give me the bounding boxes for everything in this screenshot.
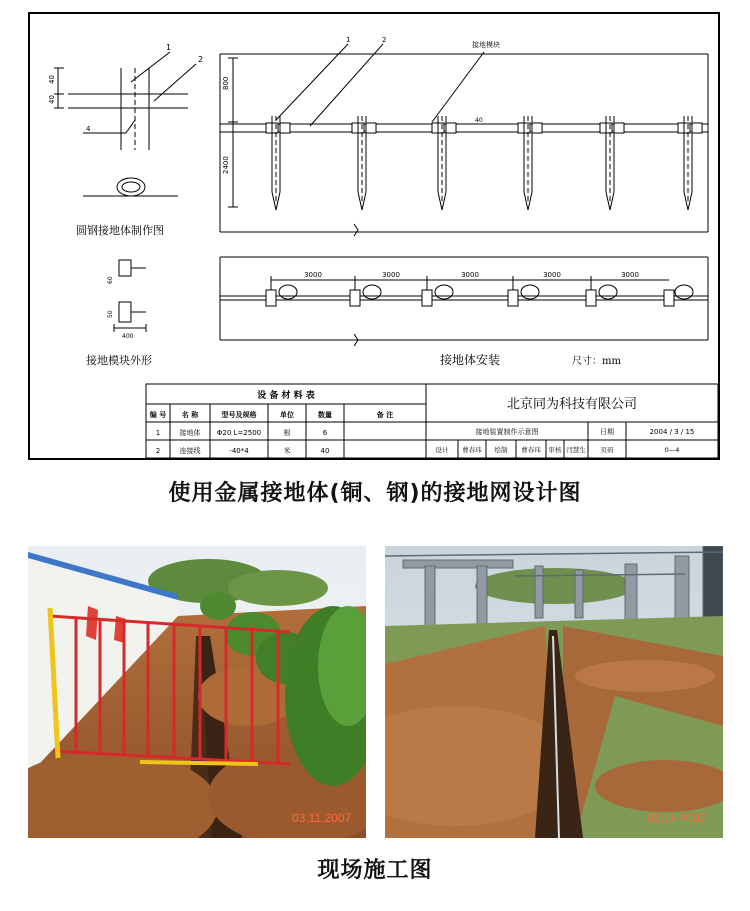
installation-title: 接地体安装 (440, 353, 501, 367)
materials-cell: 连接线 (179, 447, 201, 455)
right-photo-timestamp: 03.11.2007 (647, 811, 707, 825)
materials-cell: 米 (283, 447, 291, 455)
materials-header-cell: 单位 (280, 411, 294, 419)
plan-spacing-label: 3000 (621, 271, 639, 279)
drawing-name: 接地装置制作示意图 (475, 428, 539, 436)
materials-cell: 1 (155, 429, 161, 437)
drawing-svg (28, 12, 720, 462)
sign-cell: 曹春玮 (462, 446, 482, 454)
sign-cell: 审核 (548, 446, 562, 454)
sign-cell: 页码 (600, 446, 614, 454)
site-caption: 现场施工图 (317, 858, 433, 883)
fab-label-1: 1 (166, 43, 172, 52)
site-photo-substation-trench (385, 546, 723, 838)
materials-header-cell: 编 号 (149, 411, 167, 419)
fab-label-2: 2 (198, 55, 204, 64)
elev-small-dim: 40 (475, 117, 483, 124)
materials-header-cell: 名 称 (181, 411, 199, 419)
design-caption: 使用金属接地体(铜、钢)的接地网设计图 (168, 481, 582, 506)
materials-cell: 根 (283, 429, 291, 437)
elev-depth-upper: 800 (222, 76, 230, 90)
sign-cell: 闫慧生 (566, 446, 586, 454)
company-name: 北京同为科技有限公司 (506, 397, 638, 412)
materials-header-cell: 备 注 (376, 411, 394, 419)
plan-spacing-label: 3000 (304, 271, 322, 279)
materials-cell: 40 (320, 447, 330, 455)
block-dim-a: 60 (107, 276, 114, 284)
grounding-design-drawing (28, 12, 720, 462)
block-dim-b: 50 (107, 310, 114, 318)
site-photo-wall-trench (28, 546, 366, 838)
fab-dim-mid: 40 (48, 95, 56, 104)
elev-label-2: 2 (382, 36, 387, 44)
date-label: 日期 (600, 428, 614, 436)
block-title: 接地模块外形 (86, 354, 152, 367)
materials-header-cell: 型号及规格 (221, 411, 257, 419)
sign-cell: 设计 (435, 446, 449, 454)
fab-dim-tip: 4 (86, 125, 91, 133)
elev-module-label: 接地模块 (472, 41, 500, 49)
elev-depth-lower: 2400 (222, 156, 230, 174)
materials-title: 设 备 材 料 表 (257, 391, 315, 401)
materials-cell: 接地体 (179, 429, 201, 437)
left-photo-timestamp: 03.11.2007 (292, 811, 352, 825)
sign-cell: 曹春玮 (521, 446, 541, 454)
block-dim-c: 400 (122, 333, 134, 340)
plan-spacing-label: 3000 (461, 271, 479, 279)
plan-spacing-label: 3000 (382, 271, 400, 279)
fab-dim-top: 40 (48, 75, 56, 84)
sign-cell: 0—4 (664, 446, 680, 454)
fabrication-title: 圆钢接地体制作图 (76, 224, 164, 237)
materials-cell: Φ20 L=2500 (216, 429, 262, 437)
materials-cell: -40*4 (229, 447, 249, 455)
materials-cell: 2 (155, 447, 161, 455)
materials-header-cell: 数量 (318, 411, 332, 419)
sign-cell: 绘制 (494, 446, 508, 454)
unit-note: 尺寸：mm (572, 356, 621, 367)
plan-spacing-label: 3000 (543, 271, 561, 279)
materials-cell: 6 (322, 429, 328, 437)
plan-rod-unit (664, 290, 674, 306)
date-value: 2004 / 3 / 15 (649, 428, 695, 436)
elev-label-1: 1 (346, 36, 351, 44)
